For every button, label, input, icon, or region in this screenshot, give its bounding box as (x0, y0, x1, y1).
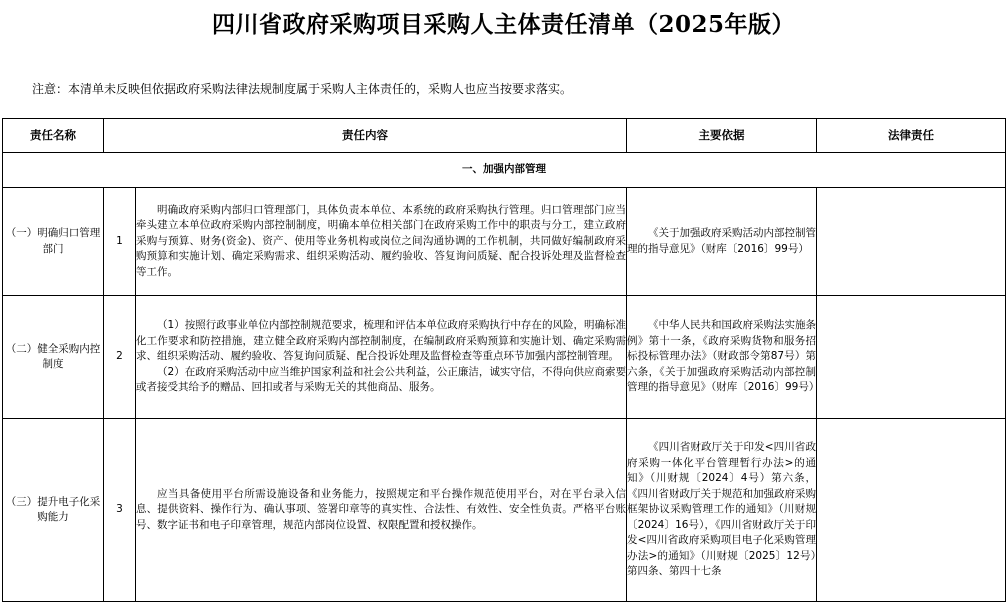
basis-paragraph: 《四川省财政厅关于印发<四川省政府采购一体化平台管理暂行办法>的通知》（川财规〔2024〕4号）第六条，《四川省财政厅关于规范和加强政府采购框架协议采购管理工作的通知》（川财规〔2024〕16号），《四川省财政厅关于印发<四川省政府采购项目电子化采购管理办法>的通知》（川财规〔2025〕12号）第四条、第四十七条 (627, 441, 816, 578)
section-row (3, 153, 1006, 188)
row-number: 3 (104, 419, 136, 602)
content-paragraph: （2）在政府采购活动中应当维护国家利益和社会公共利益，公正廉洁，诚实守信，不得向供应商索要或者接受其给予的赠品、回扣或者与采购无关的其他商品、服务。 (136, 365, 626, 394)
legal-liability (817, 419, 1006, 602)
basis-paragraph: 《中华人民共和国政府采购法实施条例》第十一条，《政府采购货物和服务招标投标管理办法》（财政部令第87号）第六条，《关于加强政府采购活动内部控制管理的指导意见》（财库〔2016〕99号） (627, 319, 820, 394)
header-legal: 法律责任 (817, 119, 1006, 153)
basis-paragraph: 《关于加强政府采购活动内部控制管理的指导意见》（财库〔2016〕99号） (627, 227, 816, 255)
table-header-row (3, 119, 1006, 153)
legal-liability (817, 296, 1006, 419)
legal-basis (627, 296, 820, 419)
responsibility-content (136, 296, 627, 419)
content-paragraph: 应当具备使用平台所需设施设备和业务能力，按照规定和平台操作规范使用平台，对在平台录入信息、提供资料、操作行为、确认事项、签署印章等的真实性、合法性、有效性、安全性负责。严格平台账号、数字证书和电子印章管理，规范内部岗位设置、权限配置和授权操作。 (136, 487, 626, 531)
legal-liability (817, 188, 1006, 296)
row-number: 1 (104, 188, 136, 296)
section-title: 一、加强内部管理 (3, 153, 1006, 188)
table-row (3, 188, 1006, 296)
header-content: 责任内容 (104, 119, 627, 153)
note-text: 注意：本清单未反映但依据政府采购法律法规制度属于采购人主体责任的，采购人也应当按要求落实。 (32, 82, 573, 96)
header-basis: 主要依据 (627, 119, 817, 153)
responsibility-content (136, 188, 627, 296)
responsibility-table (2, 118, 1006, 602)
responsibility-content (136, 419, 627, 602)
responsibility-name: （三）提升电子化采购能力 (3, 419, 104, 602)
header-name: 责任名称 (3, 119, 104, 153)
table-row (3, 419, 1006, 602)
row-number: 2 (104, 296, 136, 419)
legal-basis (627, 188, 817, 296)
responsibility-name: （二）健全采购内控制度 (3, 296, 104, 419)
content-paragraph: （1）按照行政事业单位内部控制规范要求，梳理和评估本单位政府采购执行中存在的风险，明确标准化工作要求和防控措施，建立健全政府采购内部控制制度，在编制政府采购预算和实施计划、确定采购需求、组织采购活动、履约验收、答复询问质疑、配合投诉处理及监督检查等重点环节加强内部控制管理。 (136, 319, 626, 363)
content-paragraph: 明确政府采购内部归口管理部门，具体负责本单位、本系统的政府采购执行管理。归口管理部门应当牵头建立本单位政府采购内部控制制度，明确本单位相关部门在政府采购工作中的职责与分工，建立政府采购与预算、财务(资金)、资产、使用等业务机构或岗位之间沟通协调的工作机制，共同做好编制政府采购预算和实施计划、确定采购需求、组织采购活动、履约验收、答复询问质疑、配合投诉处理及监督检查等工作。 (136, 203, 626, 278)
table-row (3, 296, 1006, 419)
legal-basis (627, 419, 817, 602)
responsibility-name: （一）明确归口管理部门 (3, 188, 104, 296)
page-title: 四川省政府采购项目采购人主体责任清单（2025年版） (211, 11, 795, 38)
